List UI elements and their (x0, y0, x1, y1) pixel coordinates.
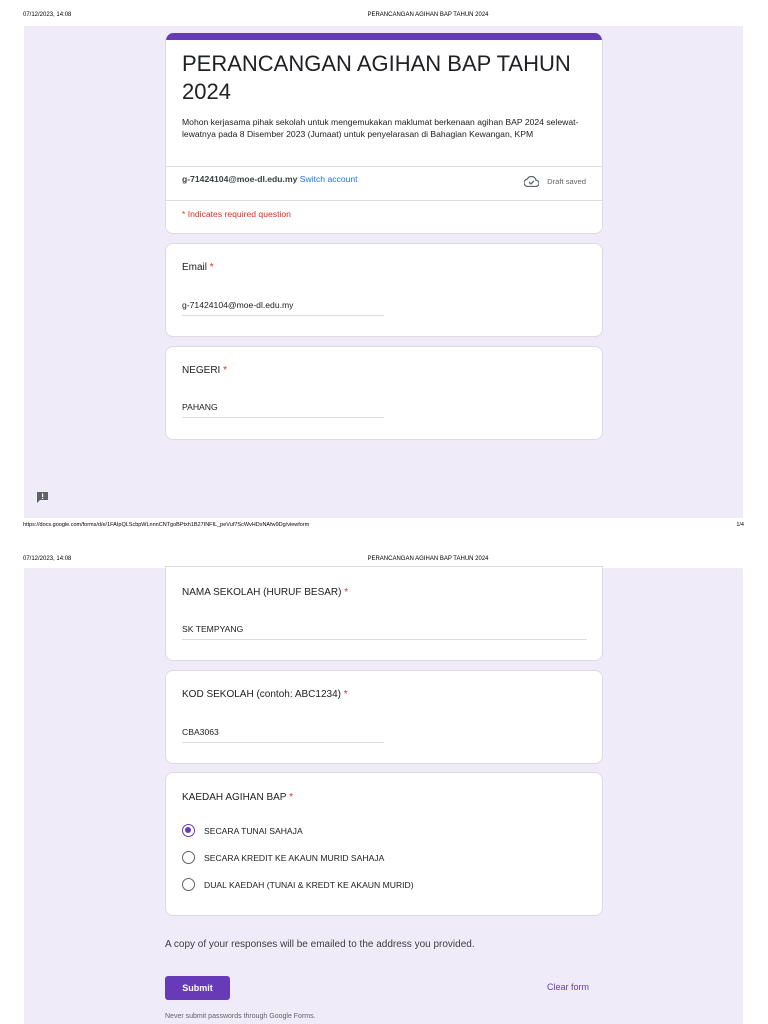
required-star: * (209, 262, 214, 273)
required-note: * Indicates required question (182, 209, 291, 219)
cloud-done-icon (524, 176, 539, 187)
radio-option-label: DUAL KAEDAH (TUNAI & KREDT KE AKAUN MURID) (204, 879, 414, 890)
question-label (182, 792, 293, 803)
question-card-kaedah (165, 772, 603, 916)
radio-option-label: SECARA KREDIT KE AKAUN MURID SAHAJA (204, 852, 385, 863)
radio-button-checked[interactable] (182, 824, 195, 837)
email-field[interactable]: g-71424104@moe-dl.edu.my (182, 300, 384, 316)
print-url: https://docs.google.com/forms/d/e/1FAIpQLScbpWLnnnCNTgoBPtxh1B27INFIL_peVuf7ScWvHDxNAfw9Dg/viewform (23, 522, 310, 528)
feedback-icon[interactable] (36, 491, 49, 503)
account-email: g-71424104@moe-dl.edu.my (182, 174, 298, 184)
negeri-field[interactable]: PAHANG (182, 402, 384, 418)
page-number: 1/4 (736, 522, 744, 528)
print-title: PERANCANGAN AGIHAN BAP TAHUN 2024 (367, 12, 489, 18)
nama-sekolah-field[interactable]: SK TEMPYANG (182, 624, 587, 640)
radio-option[interactable] (182, 851, 384, 864)
kod-sekolah-field[interactable]: CBA3063 (182, 727, 384, 743)
question-card-negeri (165, 346, 603, 440)
print-datetime: 07/12/2023, 14:08 (23, 556, 72, 562)
radio-option[interactable] (182, 824, 303, 837)
clear-form-button[interactable]: Clear form (547, 982, 590, 992)
question-label (182, 587, 348, 598)
question-label-text: KAEDAH AGIHAN BAP (182, 792, 287, 803)
required-star: * (344, 587, 349, 598)
question-label-text: NAMA SEKOLAH (HURUF BESAR) (182, 587, 342, 598)
draft-status-label: Draft saved (547, 177, 586, 186)
password-warning: Never submit passwords through Google Forms. (165, 1013, 316, 1020)
question-label (182, 365, 227, 376)
copy-responses-note: A copy of your responses will be emailed to the address you provided. (165, 939, 475, 950)
question-label-text: NEGERI (182, 365, 221, 376)
print-header (0, 544, 768, 562)
divider (166, 200, 602, 201)
question-card-kod-sekolah (165, 670, 603, 764)
accent-bar (166, 33, 602, 40)
print-title: PERANCANGAN AGIHAN BAP TAHUN 2024 (367, 556, 489, 562)
submit-button[interactable]: Submit (165, 976, 230, 1000)
radio-option-label: SECARA TUNAI SAHAJA (204, 825, 303, 836)
draft-status (524, 176, 586, 187)
radio-button[interactable] (182, 878, 195, 891)
print-datetime: 07/12/2023, 14:08 (23, 12, 72, 18)
required-star: * (223, 365, 228, 376)
question-card-email (165, 243, 603, 337)
switch-account-link[interactable]: Switch account (299, 174, 358, 184)
form-description: Mohon kerjasama pihak sekolah untuk mengemukakan maklumat berkenaan agihan BAP 2024 selewat-lewatnya pada 8 Disember 2023 (Jumaat) untuk penyelarasan di Bahagian Kewangan, KPM (182, 117, 579, 139)
print-header (0, 0, 768, 18)
account-info (182, 174, 358, 184)
divider (166, 166, 602, 167)
question-label-text: Email (182, 262, 208, 273)
required-star: * (343, 689, 348, 700)
radio-option[interactable] (182, 878, 414, 891)
question-label (182, 689, 348, 700)
required-star: * (289, 792, 293, 803)
question-card-nama-sekolah (165, 566, 603, 661)
question-label (182, 262, 214, 273)
form-header-card (165, 33, 603, 234)
form-title: PERANCANGAN AGIHAN BAP TAHUN 2024 (182, 51, 571, 104)
question-label-text: KOD SEKOLAH (contoh: ABC1234) (182, 689, 341, 700)
radio-button[interactable] (182, 851, 195, 864)
